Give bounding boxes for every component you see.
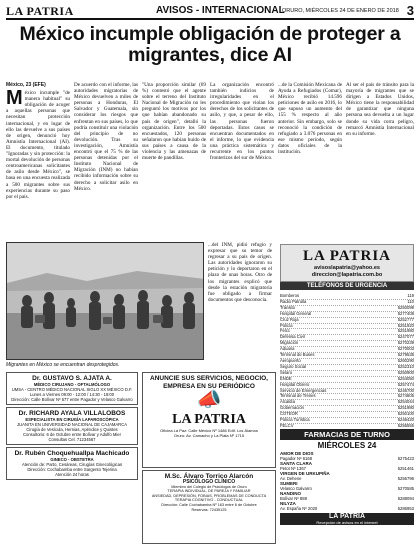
phone-number: 5274605 [397, 393, 414, 399]
phone-name: Seguro Social [280, 363, 307, 369]
article-body [6, 82, 414, 240]
article-column-5 [278, 82, 342, 240]
ad-line: Consultorio: 6 de Octubre entre Bolívar y Adolfo Mier [23, 432, 121, 437]
pharmacy-phone: 5288094 [397, 496, 414, 501]
ad-line: Miembro del Colegio de Psicólogos de Oruro [171, 484, 247, 489]
phone-number: 110 [407, 298, 414, 304]
pharmacy-name: AMOR DE DIOS [280, 451, 314, 456]
pharmacy-entry [280, 461, 414, 471]
footer-subtitle: Recepción de avisos en el internet [316, 520, 378, 525]
column-text: éxico incumple "de manera habitual" su obligación de acoger a aquellas personas que necesitan protección internacional, y en lugar de ello las devuelve a sus países de origen, denunció hoy Amnistía Internacional (AI). El documento, titulado "Ignoradas y sin protección: la mortal devolución de personas centroamericanas solicitantes de asilo desde México", se basa en una encuesta realizada a 500 migrantes sobre sus experiencias durante su paso por el país. [6, 90, 70, 200]
megaphone-icon: 📣 [196, 389, 222, 411]
ad-line: Oficina La Paz: Calle México Nº 1486 Edif. Los Álamos [160, 428, 258, 433]
ad-brand: LA PATRIA [172, 412, 246, 427]
pharmacy-phone: 5275423 [397, 456, 414, 461]
phone-name: Felcc [280, 328, 291, 334]
phone-number: 5251980 [397, 328, 414, 334]
phone-name: Aeropuerto [280, 357, 301, 363]
photo-caption: Migrantes en México se encuentran desprotegidos. [6, 362, 120, 368]
phone-number: 5252777 [397, 316, 414, 322]
pharmacy-name: SUMERI [280, 481, 298, 486]
phone-name: Terminal de Trenes [280, 393, 316, 399]
ad-title: M.Sc. Álvaro Torrico Alarcón [164, 473, 254, 480]
column-text: Al ser el país de tránsito para la mayoría de migrantes que se dirigen a Estados Unidos, México tiene la responsabilidad de garantizar que ninguna persona sea devuelta a un lugar donde su vida corra peligro, remarcó Amnistía Internacional en su informe. [346, 82, 414, 137]
pharmacy-address: Pagador Nº 6168 [280, 456, 313, 461]
lapatria-email: direccion@lapatria.com.bo [311, 272, 383, 278]
phone-number: 5251920 [397, 322, 414, 328]
phone-name: Tránsito [280, 304, 295, 310]
pharmacies-header: FARMACIAS DE TURNO [280, 429, 414, 440]
pharmacy-entry [280, 471, 414, 481]
phone-number: 5279535 [397, 352, 414, 358]
phone-name: ENDE [280, 375, 292, 381]
masthead [6, 4, 414, 20]
dateline: ORURO, MIÉRCOLES 24 DE ENERO DE 2018 [282, 8, 399, 14]
emergency-phones-header: TELÉFONOS DE URGENCIA [280, 282, 414, 290]
pharmacy-phone: 5270585 [397, 486, 414, 491]
pharmacy-entry [280, 491, 414, 501]
ad-line: Consultas Cel. 71234567 [48, 437, 96, 442]
pharmacy-address: Petot Nº 1367 [280, 466, 306, 471]
phone-number: 5254044 [397, 399, 414, 405]
phone-name: FELCV [280, 422, 294, 428]
phone-name: Defensa Civil [280, 334, 305, 340]
ad-subtitle: GINECO - OBSTETRA [50, 457, 94, 462]
pharmacy-address: Bolívar Nº 888 [280, 496, 307, 501]
phone-number: 5250099 [397, 304, 414, 310]
advertise-with-us-ad [142, 372, 276, 468]
article-photo [6, 242, 204, 360]
phone-name: Terminal de Buses [280, 352, 315, 358]
phone-name: Radio Patrulla [280, 298, 307, 304]
article-byline: México, 23 (EFE) [6, 82, 46, 88]
article-column-3 [142, 82, 206, 240]
phone-name: Bomberos [280, 293, 300, 298]
phone-number: 5255555 [397, 422, 414, 428]
footer-brand: LA PATRIA [328, 513, 366, 520]
article-headline: México incumple obligación de proteger a migrantes, dice AI [19, 23, 401, 66]
phone-name: Cruz Roja [280, 316, 299, 322]
drop-cap: M [6, 87, 23, 110]
pharmacy-name: VIRGEN DE URKUPIÑA [280, 471, 330, 476]
phone-name: Servicio de Emergencias [280, 387, 327, 393]
ad-lines [145, 485, 273, 513]
ad-subtitle: ESPECIALISTA EN CIRUGÍA LAPAROSCÓPICA [25, 417, 119, 422]
phone-number: 5277408 [397, 310, 414, 316]
column-text: La organización encontró también indicios de irregularidades en el procedimiento que violan los derechos de los solicitantes de asilo, y que, a pesar de ello, las personas fueron deportadas. Estos casos se encuentran documentados en el informe, lo que evidencia una práctica sistemática y recurrente en los puntos fronterizos del sur de México. [210, 82, 274, 162]
ad-line: Dirección: Calle Bolívar Nº 577 entre Pagador y Velasco Galvarro [11, 397, 133, 402]
column-text: "Una proporción similar (69 %) contestó que el agente sobre el terreno del Instituto Nacional de Migración no les preguntó los motivos por los que habían abandonado su país de origen", detalló la organización. Entre los 500 encuestados, 120 personas señalaron que habían huido de sus países a causa de la violencia y las amenazas de muerte de pandillas. [142, 82, 206, 162]
ad-line: JUANITA EN UNIVERSIDAD NACIONAL DE CAJAMARCA [16, 422, 128, 427]
column-text: ...del INM, pidió refugio y expresar que su temor de regresar a su país de origen. Las autoridades ignoraron su petición y lo deportaron en el plazo de unas horas. Otro de los migrantes explicó que desde la estación migratoria fue obligado a firmar documentos que desconocía. [208, 242, 272, 303]
phone-number: 5260290 [397, 357, 414, 363]
pharmacy-name: NANDINO [280, 491, 301, 496]
pharmacies-box [280, 429, 414, 525]
phone-number: 5246420 [397, 417, 414, 423]
ad-line: Atención 24 horas [55, 472, 89, 477]
pharmacies-day: MIÉRCOLES 24 [317, 441, 377, 450]
doctor-ad [6, 372, 138, 405]
ad-line: TERAPIA INDIVIDUAL, DE PAREJA Y FAMILIAR [167, 489, 251, 494]
ad-line: UMSA - CENTRO MÉDICO NACIONAL SIGLO XX MÉXICO D.F. [11, 387, 133, 392]
article-column-6 [346, 82, 414, 240]
lapatria-footer [280, 513, 414, 525]
pharmacy-name: SANTA CLARA [280, 461, 312, 466]
ad-line: Dirección: Cochabamba entre Sargento Tejerina [27, 467, 117, 472]
phone-number: 5254050 [397, 375, 414, 381]
emergency-phones-list [280, 294, 414, 430]
phone-number: 5250100 [397, 411, 414, 417]
section-title: AVISOS - INTERNACIONAL [156, 5, 285, 16]
phone-number: 5251980 [397, 405, 414, 411]
phone-number: 5246700 [397, 387, 414, 393]
phone-name: COTEOR [280, 411, 298, 417]
article-column-1 [6, 82, 70, 240]
ad-line: Lunes a Viernes 09:00 - 12:00 / 14:30 - 19:00 [29, 392, 115, 397]
ad-line: Cirugía de Vesícula, Hernias, Apéndice y Quistes [26, 427, 118, 432]
pharmacies-list [280, 451, 414, 511]
lapatria-title: LA PATRIA [302, 248, 392, 264]
doctor-ad [6, 407, 138, 445]
phone-name: Selaro [280, 369, 293, 375]
phone-number: 5270239 [397, 340, 414, 346]
pharmacy-address: Av. Dehene [280, 476, 302, 481]
article-continuation-1 [208, 242, 272, 362]
pharmacy-entry [280, 481, 414, 491]
ad-line: Atención de: Parto, Cesáreas, Cirugías Ginecológicas [21, 462, 123, 467]
lapatria-header [280, 244, 414, 282]
ad-line: ANSIEDAD, DEPRESIÓN, FOBIAS, PROBLEMAS DE CONDUCTA [151, 493, 267, 498]
phone-number: 5252310 [397, 363, 414, 369]
doctor-ad [6, 447, 138, 480]
phone-number: 119 [407, 293, 414, 298]
ad-line: Reservas: 72435125 [191, 507, 227, 512]
phone-number: 5250900 [397, 369, 414, 375]
ad-headline: ANUNCIE SUS SERVICIOS, NEGOCIO, EMPRESA EN SU PERIÓDICO [150, 375, 268, 390]
newspaper-brand: LA PATRIA [6, 4, 74, 18]
phone-name: Alcaldía [280, 399, 295, 405]
column-text: ...de la Comisión Mexicana de Ayuda a Refugiados (Comar), México recibió 14.596 peticiones de asilo en 2016, lo que supuso un aumento del 155 % respecto al año anterior. Sin embargo, solo se reconoció la condición de refugiado a 3.076 personas en ese mismo periodo, según datos oficiales de la institución. [278, 82, 342, 156]
phone-name: Migración [280, 340, 299, 346]
pharmacy-phone: 5251461 [397, 466, 414, 471]
classified-ads-middle [142, 372, 276, 544]
migrants-photo-illustration [7, 243, 204, 360]
pharmacy-phone: 5286953 [397, 506, 414, 511]
phone-name: Hospital General [280, 310, 312, 316]
phone-name: Hospital Obrero [280, 381, 310, 387]
page-number: 3 [406, 3, 414, 18]
article-column-2 [74, 82, 138, 240]
phone-name: Policía Turística [280, 417, 310, 423]
phone-number: 5270003 [397, 346, 414, 352]
pharmacy-address: Av. España Nº 2020 [280, 506, 318, 511]
pharmacy-phone: 5256796 [397, 476, 414, 481]
lapatria-url: avisoslapatria@yahoo.es [314, 265, 380, 271]
phone-name: Aduana [280, 346, 295, 352]
pharmacy-entry [280, 451, 414, 461]
phone-number: 5247077 [397, 334, 414, 340]
column-text: De acuerdo con el informe, las autoridades migratorias de México devuelven a miles de personas a Honduras, El Salvador y Guatemala, sin considerar los riesgos que enfrentan en sus países, lo que podría constituir una violación del principio de no devolución. Tras su investigación, Amnistía encontró que el 75 % de las personas detenidas por el Instituto Nacional de Migración (INM) no habían recibido información sobre su derecho a solicitar asilo en México. [74, 82, 138, 192]
ad-title: Dr. GUSTAVO S. AJATA A. [32, 375, 112, 382]
pharmacy-name: NILYZA [280, 501, 296, 506]
ad-subtitle: PSICÓLOGO CLÍNICO [182, 479, 236, 485]
psychologist-ad [142, 470, 276, 544]
pharmacy-address: Velasco Galvarro [280, 486, 312, 491]
pharmacy-entry [280, 501, 414, 511]
classified-ads-left [6, 372, 138, 482]
ad-line: Dirección: Calle Cochabamba Nº 163 entre 6 de Octubre [161, 502, 257, 507]
ad-line: Oruro: Av. Camacho y La Plata Nº 1715 [173, 433, 245, 438]
phone-name: Policía [280, 322, 293, 328]
phone-name: Gobernación [280, 405, 304, 411]
article-column-4 [210, 82, 274, 240]
ad-title: Dr. Rubén Choquehuallpa Machicado [14, 450, 130, 457]
ad-subtitle: MÉDICO CIRUJANO - OFTALMÓLOGO [33, 382, 111, 387]
ad-line: TERAPIA COGNITIVO - CONDUCTUAL [174, 498, 244, 503]
phone-number: 5257474 [397, 381, 414, 387]
ad-title: Dr. RICHARD AYALA VILLALOBOS [18, 410, 126, 417]
